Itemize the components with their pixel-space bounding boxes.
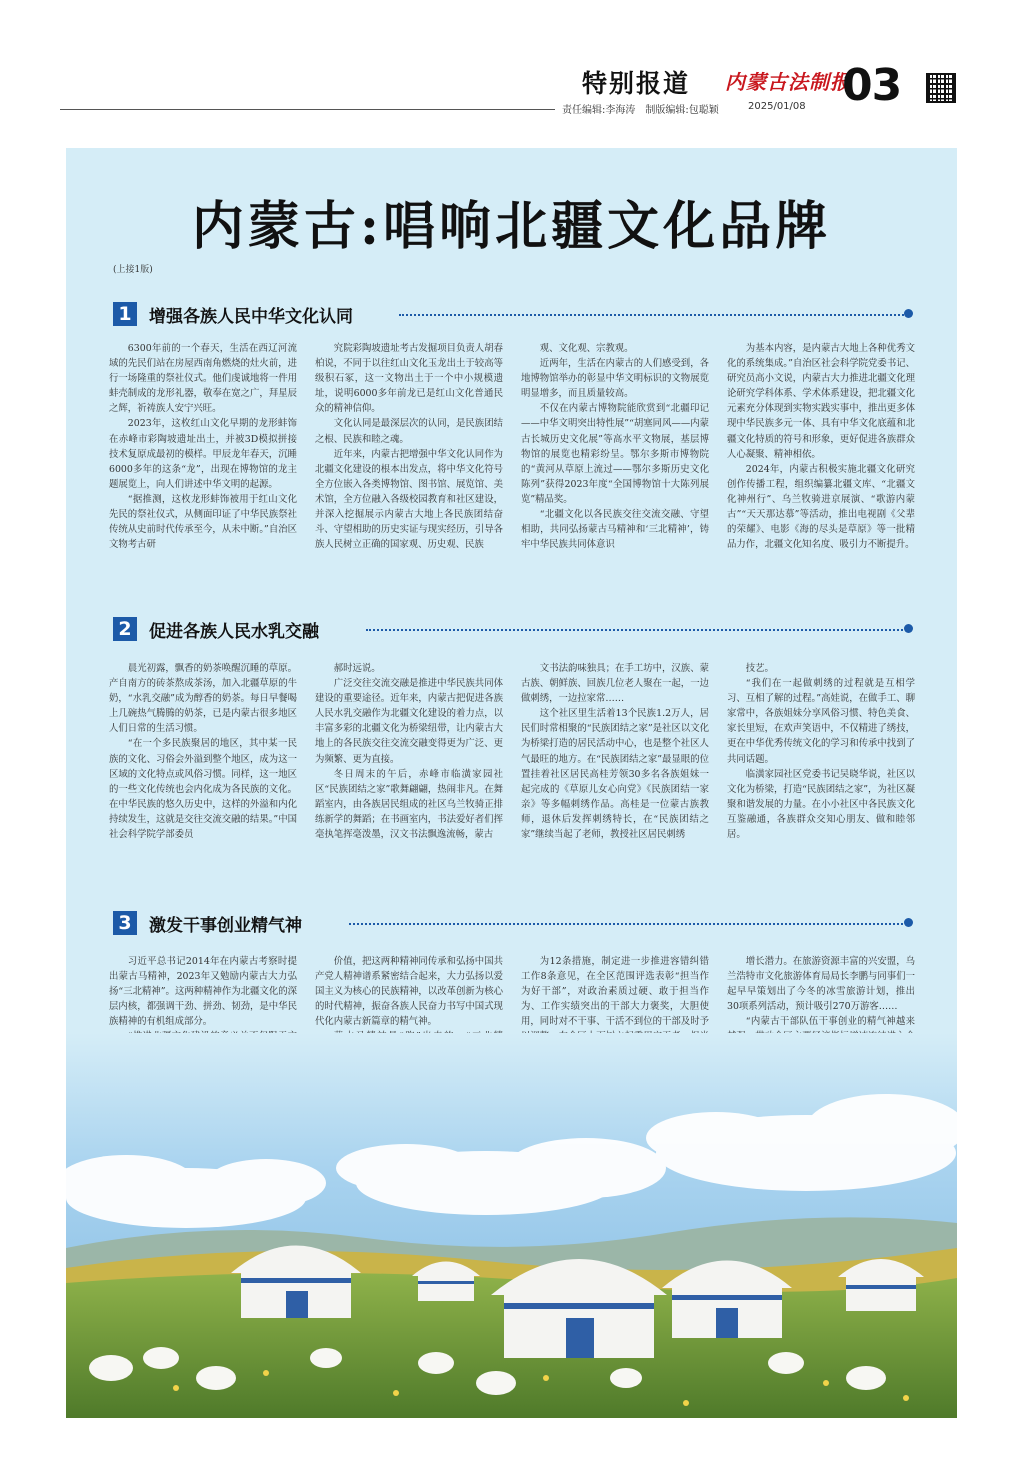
section-title: 激发干事创业精气神 [149,915,302,936]
paragraph: 2023年，这枚红山文化早期的龙形蚌饰在赤峰市彩陶坡遗址出土，并被3D模拟拼接技术复原成最初的模样。甲辰龙年春天，沉睡6000多年的这条“龙”，出现在博物馆的龙主题展览上，向人们讲述中华文明的起源。 [109,418,297,490]
section-title: 促进各族人民水乳交融 [149,621,319,642]
header-rule [60,109,555,110]
section-1-body [109,341,915,596]
dotted-divider [366,629,907,631]
paragraph: “北疆文化以各民族交往交流交融、守望相助，共同弘扬蒙古马精神和‘三北精神’，铸牢中华民族共同体意识 [521,509,709,551]
paragraph: “在一个多民族聚居的地区，其中某一民族的文化、习俗会外溢到整个地区，成为这一区域的文化特点或风俗习惯。同样，这一地区的一些文化传统也会内化成为各民族的文化。在中华民族的悠久历史中，这样的外溢和内化持续发生，这就是交往交流交融的结果。”中国社会科学院学部委员 [109,738,297,841]
text-column [315,341,503,596]
paragraph: 这个社区里生活着13个民族1.2万人，居民们时常相聚的“民族团结之家”是社区以文化为桥梁打造的居民活动中心，也是整个社区人气最旺的地方。在“民族团结之家”最显眼的位置挂着社区居民高桂芳领30多名各族姐妹一起完成的《草原儿女心向党》《民族团结一家亲》等多幅刺绣作品。高桂是一位蒙古族教师，退休后发挥刺绣特长，在“民族团结之家”继续当起了老师，教授社区居民刺绣 [521,708,709,841]
divider-dot [904,309,913,318]
dotted-divider [349,923,907,925]
section-heading-1 [113,301,353,327]
article-headline: 内蒙古:唱响北疆文化品牌 [191,196,832,257]
paragraph: 近两年，生活在内蒙古的人们感受到，各地博物馆举办的彰显中华文明标识的文物展览明显增多，而且质量较高。 [521,358,709,400]
paragraph: 文化认同是最深层次的认同，是民族团结之根、民族和睦之魂。 [315,418,503,445]
paragraph: “据推测，这枚龙形蚌饰被用于红山文化先民的祭社仪式，从侧面印证了中华民族祭社传统从史前时代传承至今，从未中断。”自治区文物考古研 [109,493,297,551]
paragraph: 6300年前的一个春天，生活在西辽河流域的先民们站在房屋西南角燃烧的灶火前，进行一场隆重的祭社仪式。他们虔诚地将一件用蚌壳制成的龙形礼器，敬奉在宽之广，拜星辰之辉，祈祷族人安宁兴旺。 [109,343,297,415]
paragraph: 习近平总书记2014年在内蒙古考察时提出蒙古马精神，2023年又勉励内蒙古大力弘扬“三北精神”。这两种精神作为北疆文化的深层内核，都强调干劲、拼劲、韧劲，是中华民族精神的有机组成部分。 [109,956,297,1028]
paragraph: 增长潜力。在旅游资源丰富的兴安盟，乌兰浩特市文化旅游体育局局长李鹏与同事们一起早早策划出了今冬的冰雪旅游计划，推出30项系列活动，预计吸引270万游客…… [727,956,915,1013]
paragraph: 为基本内容，是内蒙古大地上各种优秀文化的系统集成。”自治区社会科学院党委书记、研究员高小文说，内蒙古大力推进北疆文化理论研究学科体系、学术体系建设，把北疆文化元素充分体现到实物实践实事中，推出更多体现中华民族多元一体、具有中华文化底蕴和北疆文化特质的符号和形象，更好促进各族群众人心凝聚、精神相依。 [727,343,915,460]
article-panel [66,148,957,1418]
text-column [315,661,503,889]
paragraph: 广泛交往交流交融是推进中华民族共同体建设的重要途径。近年来，内蒙古把促进各族人民水乳交融作为北疆文化建设的着力点，以丰富多彩的北疆文化为桥梁纽带，让内蒙古大地上的各民族交往交流交融变得更为广泛、更为频繁、更为直接。 [315,678,503,765]
paragraph: “我们在一起做刺绣的过程就是互相学习、互相了解的过程。”高娃说，在做手工、聊家常中，各族姐妹分享风俗习惯、特色美食、家长里短，在欢声笑语中，不仅精进了绣技，更在中华优秀传统文化的学习和传承中找到了共同话题。 [727,678,915,765]
page-number: 03 [842,60,902,111]
paragraph: 文书法韵味独具；在手工坊中，汉族、蒙古族、朝鲜族、回族几位老人聚在一起，一边做刺绣，一边拉家常…… [521,663,709,705]
paragraph: 技艺。 [745,663,774,674]
section-name: 特别报道 [582,69,691,98]
masthead [0,0,1024,130]
divider-dot [904,624,913,633]
paragraph: 冬日周末的午后，赤峰市临潢家园社区“民族团结之家”歌舞翩翩，热闹非凡。在舞蹈室内，由各族居民组成的社区乌兰牧骑正排练新学的舞蹈；在书画室内，书法爱好者们挥毫执笔挥毫泼墨，汉文书法飘逸流畅，蒙古 [315,768,503,841]
paragraph: 价值，把这两种精神同传承和弘扬中国共产党人精神谱系紧密结合起来，大力弘扬以爱国主义为核心的民族精神，以改革创新为核心的时代精神，振奋各族人民奋力书写中国式现代化内蒙古新篇章的精气神。 [315,956,503,1028]
paragraph: 临潢家园社区党委书记吴晓华说，社区以文化为桥梁，打造“民族团结之家”，为社区凝聚和谐发展的力量。在小小社区中各民族文化互鉴融通，各族群众交知心朋友、做和睦邻居。 [727,768,915,841]
text-column [109,661,297,889]
paragraph: “内蒙古干部队伍干事创业的精气神越来 [745,1016,915,1028]
paragraph: 2024年，内蒙古积极实施北疆文化研究创作传播工程，组织编纂北疆文库、“北疆文化神州行”、乌兰牧骑进京展演、“歌游内蒙古”“天天那达慕”等活动，推出电视剧《父辈的荣耀》、电影《海的尽头是草原》等一批精品力作，北疆文化知名度、吸引力不断提升。 [727,463,915,551]
paragraph: 不仅在内蒙古博物院能欣赏到“北疆印记——中华文明突出特性展”“胡塞同风——内蒙古长城历史文化展”等高水平文物展，基层博物馆的展览也精彩纷呈。鄂尔多斯市博物院的“黄河从草原上流过——鄂尔多斯历史文化陈列”获得2023年度“全国博物馆十大陈列展览”精品奖。 [521,403,709,505]
section-number: 2 [113,617,137,641]
section-heading-3 [113,910,302,936]
divider-dot [904,918,913,927]
text-column [109,341,297,596]
section-heading-2 [113,616,319,642]
text-column [521,341,709,596]
issue-date: 2025/01/08 [748,101,806,112]
text-column [727,341,915,596]
editor-credits: 责任编辑:李海涛 制版编辑:包聪颖 [562,105,719,116]
paper-logo: 内蒙古法制报 [725,70,851,94]
paragraph: 为12条措施，制定进一步推进容错纠错工作8条意见，在全区范围评选表彰“担当作为好干部”，对政治素质过硬、敢于担当作为、工作实绩突出的干部大力褒奖，大胆使用，同时对不干事、干活不到位的干部及时予 [521,956,709,1028]
text-column [727,661,915,889]
section-number: 1 [113,302,137,326]
section-title: 增强各族人民中华文化认同 [149,306,353,327]
paragraph: 郝时远说。 [333,663,381,674]
paragraph: 观、文化观、宗教观。 [539,343,634,354]
paragraph: 究院彩陶坡遗址考古发掘项目负责人胡春柏说，不同于以往红山文化玉龙出土于较高等级积石冢，这一文物出土于一个中小规模遗址，说明6000多年前龙已是红山文化普通民众的精神信仰。 [315,343,503,415]
paragraph: 晨光初露，飘香的奶茶唤醒沉睡的草原。产自南方的砖茶熬成茶汤，加入北疆草原的牛奶，“水乳交融”成为醇香的奶茶。每日早餐喝上几碗热气腾腾的奶茶，已是内蒙古很多地区人们日常的生活习惯。 [109,663,297,735]
paragraph: 近年来，内蒙古把增强中华文化认同作为北疆文化建设的根本出发点，将中华文化符号全方位嵌入各类博物馆、图书馆、展览馆、美术馆，全方位融入各级校园教育和社区建设，并深入挖掘展示内蒙古大地上各民族团结奋斗、守望相助的历史实证与现实经历，引导各族人民树立正确的国家观、历史观、民族 [315,448,503,551]
dotted-divider [399,314,907,316]
continued-note: (上接1版) [113,265,153,275]
qr-code-icon [926,73,956,103]
text-column [521,661,709,889]
section-number: 3 [113,911,137,935]
grassland-yurt-illustration [66,1033,957,1418]
section-2-body [109,661,915,889]
